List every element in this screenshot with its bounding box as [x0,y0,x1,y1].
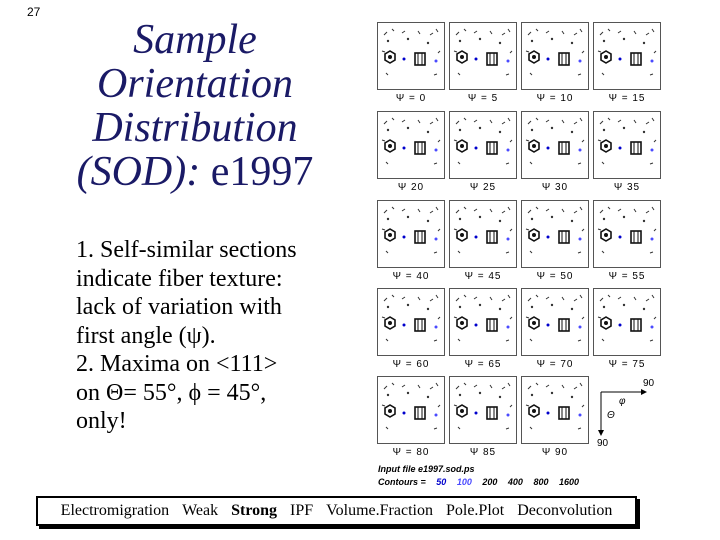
contour-level: 200 [482,477,498,487]
sod-contour-plot [450,112,516,178]
sod-section [377,376,445,444]
body-text [76,236,366,436]
section-psi-label: Ψ = 15 [608,93,646,104]
sod-contour-plot [378,23,444,89]
nav-strong[interactable]: Strong [231,502,278,519]
contour-levels-note [378,477,579,487]
sod-contour-plot [450,289,516,355]
sod-contour-plot [594,289,660,355]
contour-level: 50 [436,477,447,487]
sod-section [377,22,445,90]
contours-label: Contours = [378,477,426,487]
title-sod: (SOD): [76,149,211,195]
sod-section-grid [377,22,660,462]
slide-number: 27 [27,5,41,19]
section-psi-label: Ψ 90 [541,447,569,458]
input-file-note: Input file e1997.sod.ps [378,464,475,474]
sod-section [521,376,589,444]
theta-arrow [598,430,604,436]
phi-max-label: 90 [643,378,655,389]
sod-section [521,200,589,268]
axes-key [593,374,657,450]
contour-level: 1600 [559,477,580,487]
body-line: indicate fiber texture: [76,265,283,292]
section-psi-label: Ψ 85 [469,447,497,458]
section-psi-label: Ψ = 60 [392,359,430,370]
nav-ipf[interactable]: IPF [290,502,314,519]
sod-section [521,22,589,90]
sod-contour-plot [378,112,444,178]
sod-section [449,376,517,444]
body-line: lack of variation with [76,294,282,320]
sod-section [593,22,661,90]
sod-contour-plot [522,201,588,267]
sod-section [521,111,589,179]
slide-title [60,18,330,194]
sod-contour-plot [450,377,516,443]
sod-contour-plot [378,201,444,267]
body-line: 2. Maxima on <111> [76,351,278,377]
section-psi-label: Ψ = 70 [536,359,574,370]
section-psi-label: Ψ 20 [397,182,425,193]
section-psi-label: Ψ = 0 [395,93,427,104]
section-psi-label: Ψ 30 [541,182,569,193]
theta-max-label: 90 [597,438,609,449]
title-line-3: Distribution [92,105,298,151]
sod-section [449,200,517,268]
sod-section [521,288,589,356]
section-psi-label: Ψ = 65 [464,359,502,370]
nav-volume-fraction[interactable]: Volume.Fraction [326,502,433,519]
section-psi-label: Ψ = 40 [392,271,430,282]
section-psi-label: Ψ = 55 [608,271,646,282]
title-line-2: Orientation [97,61,293,107]
sod-contour-plot [522,289,588,355]
sod-section [377,111,445,179]
sod-section [593,288,661,356]
sod-contour-plot [522,23,588,89]
theta-symbol: Θ [607,410,615,421]
sod-section [377,200,445,268]
sod-contour-plot [450,201,516,267]
sod-section [449,22,517,90]
sod-section [593,111,661,179]
sod-contour-plot [594,23,660,89]
title-sample-code: e1997 [210,149,314,195]
contour-level: 400 [507,477,523,487]
sod-contour-plot [378,377,444,443]
sod-contour-plot [522,377,588,443]
sod-contour-plot [450,23,516,89]
sod-contour-plot [522,112,588,178]
nav-pole-plot[interactable]: Pole.Plot [445,502,505,519]
body-line: on Θ= 55°, ϕ = 45°, [76,379,267,406]
contour-level: 800 [533,477,549,487]
phi-symbol: φ [619,396,626,407]
body-line: first angle (ψ). [76,322,216,349]
sod-section [593,200,661,268]
navigation-bar [36,496,637,526]
sod-contour-plot [378,289,444,355]
sod-section [377,288,445,356]
section-psi-label: Ψ = 75 [608,359,646,370]
section-psi-label: Ψ = 45 [464,271,502,282]
nav-electromigration[interactable]: Electromigration [60,502,170,519]
phi-arrow [641,389,647,395]
title-line-1: Sample [133,17,257,63]
section-psi-label: Ψ = 10 [536,93,574,104]
nav-deconvolution[interactable]: Deconvolution [517,502,613,519]
sod-section [449,111,517,179]
body-line: only! [76,408,127,434]
nav-weak[interactable]: Weak [182,502,219,519]
section-psi-label: Ψ 35 [613,182,641,193]
section-psi-label: Ψ = 80 [392,447,430,458]
section-psi-label: Ψ 25 [469,182,497,193]
section-psi-label: Ψ = 50 [536,271,574,282]
sod-contour-plot [594,112,660,178]
body-line: 1. Self-similar sections [76,237,297,263]
section-psi-label: Ψ = 5 [467,93,499,104]
sod-section [449,288,517,356]
sod-contour-plot [594,201,660,267]
title-line-4 [60,150,330,194]
contour-level: 100 [456,477,472,487]
